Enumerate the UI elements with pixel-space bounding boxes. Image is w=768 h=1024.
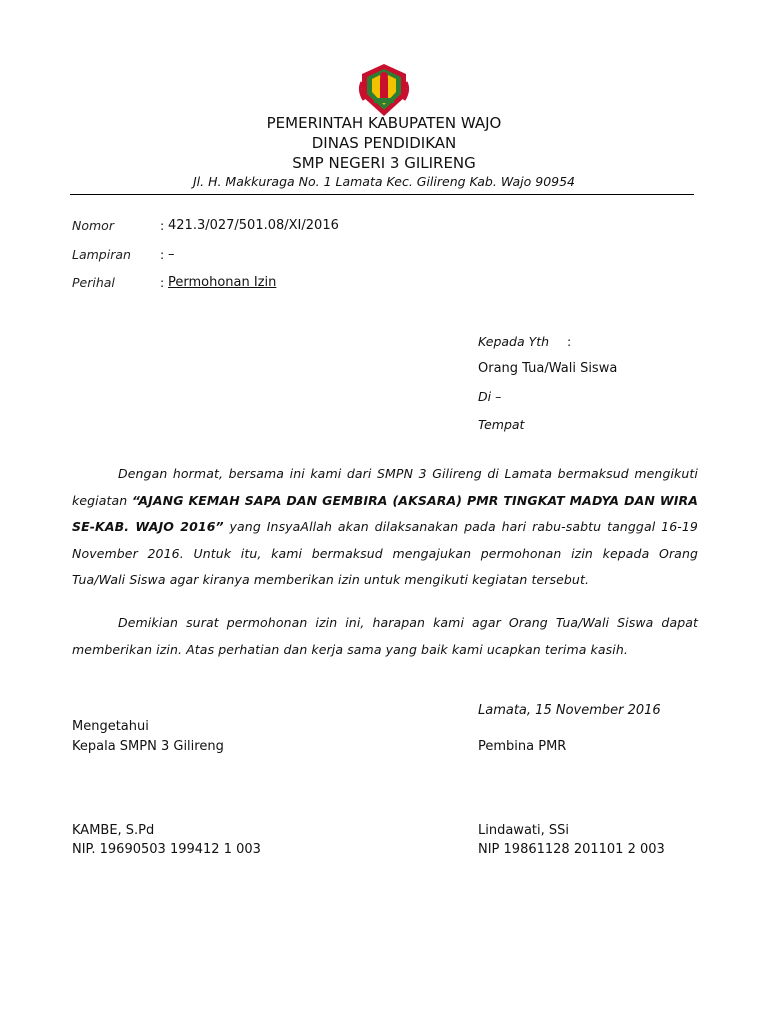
recipient-name: Orang Tua/Wali Siswa	[478, 361, 618, 376]
left-signer-title-1: Mengetahui	[72, 719, 149, 734]
left-signer-name: KAMBE, S.Pd	[72, 823, 155, 838]
right-signer-nip: NIP 19861128 201101 2 003	[478, 842, 665, 857]
letterhead-divider	[70, 194, 694, 195]
letterhead-government: PEMERINTAH KABUPATEN WAJO	[266, 114, 502, 132]
nomor-label: Nomor	[72, 218, 114, 233]
lampiran-label: Lampiran	[72, 247, 131, 262]
recipient-colon: :	[567, 334, 572, 349]
right-signer-title: Pembina PMR	[478, 739, 567, 754]
nomor-separator: :	[160, 218, 165, 233]
recipient-di: Di –	[478, 389, 502, 404]
recipient-tempat: Tempat	[478, 417, 525, 432]
perihal-separator: :	[160, 275, 165, 290]
wajo-emblem-icon	[356, 62, 412, 118]
body-paragraph-2: Demikian surat permohonan izin ini, harapan kami agar Orang Tua/Wali Siswa dapat memberikan izin. Atas perhatian dan kerja sama yang baik kami ucapkan terima kasih.	[72, 615, 698, 657]
right-signer-name: Lindawati, SSi	[478, 823, 569, 838]
body-paragraph-1	[72, 461, 698, 594]
letterhead-department: DINAS PENDIDIKAN	[311, 134, 457, 152]
left-signer-title-2: Kepala SMPN 3 Gilireng	[72, 739, 224, 754]
left-signer-nip: NIP. 19690503 199412 1 003	[72, 842, 261, 857]
letterhead-school: SMP NEGERI 3 GILIRENG	[292, 154, 476, 172]
body-p1-rest: yang InsyaAllah akan dilaksanakan pada hari rabu-sabtu tanggal 16-19 November 2016. Untuk itu, kami bermaksud mengajukan permohonan izin kepada Orang Tua/Wali Siswa agar kiranya memberikan izin untuk mengikuti kegiatan tersebut.	[72, 519, 698, 587]
nomor-value: 421.3/027/501.08/XI/2016	[168, 218, 339, 233]
body-p1-intro: Dengan hormat, bersama ini kami dari SMPN 3 Gilireng di Lamata bermaksud mengikuti kegiatan	[72, 466, 698, 508]
lampiran-separator: :	[160, 247, 165, 262]
perihal-value: Permohonan Izin	[168, 275, 277, 290]
perihal-label: Perihal	[72, 275, 115, 290]
letter-date: Lamata, 15 November 2016	[478, 703, 661, 718]
letterhead-address: Jl. H. Makkuraga No. 1 Lamata Kec. Gilireng Kab. Wajo 90954	[192, 174, 576, 189]
event-name: “AJANG KEMAH SAPA DAN GEMBIRA (AKSARA) PMR TINGKAT MADYA DAN WIRA SE-KAB. WAJO 2016”	[72, 492, 698, 534]
lampiran-value: –	[168, 247, 175, 262]
recipient-kepada: Kepada Yth	[478, 334, 550, 349]
